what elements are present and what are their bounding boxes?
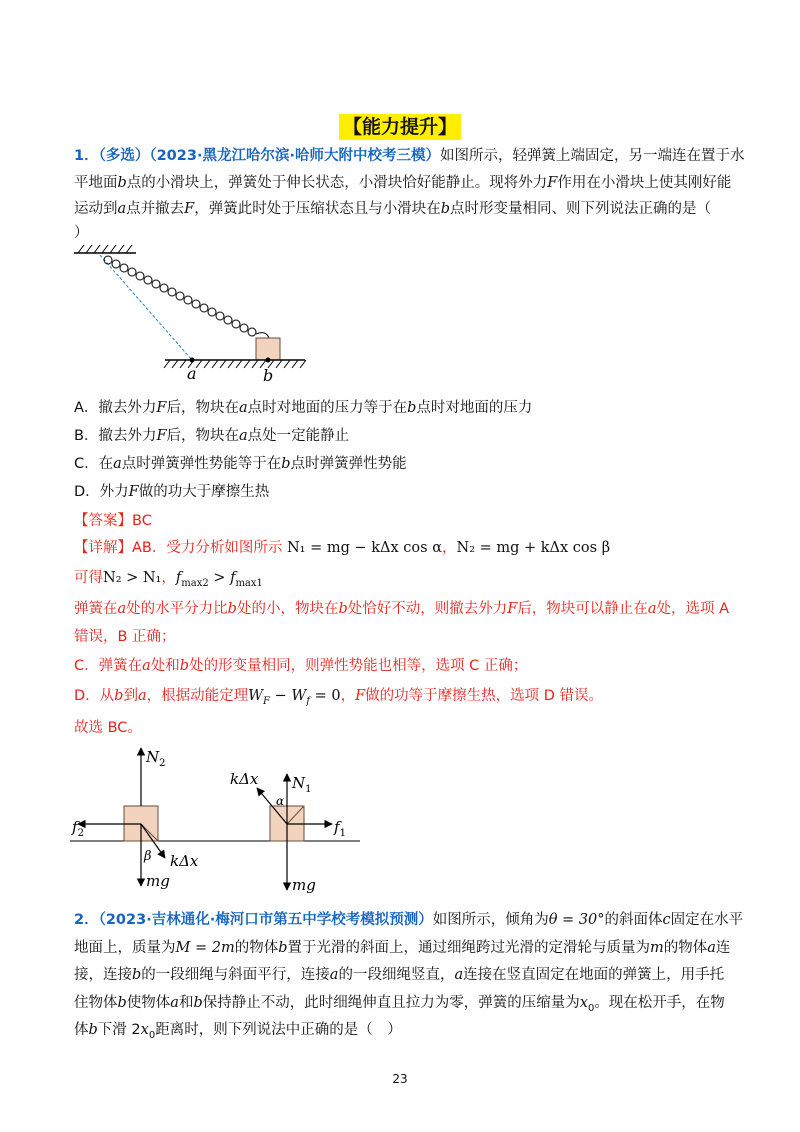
q1-detail-line2	[74, 568, 263, 594]
q2-line4-c: 和	[178, 995, 194, 1011]
q1-stem-text4: ）	[74, 225, 89, 241]
spring-icon	[104, 256, 269, 338]
label-kdx-left: kΔx	[170, 852, 199, 870]
q1-spring-figure	[70, 240, 310, 385]
q2-var-a: a	[707, 940, 716, 956]
q2-line5-b: 下滑 2	[97, 1022, 141, 1038]
q2-x0: x	[140, 1022, 149, 1038]
p3-a: D．从	[74, 688, 115, 704]
p3-eq-sub2: f	[306, 695, 310, 707]
p1-a: 弹簧在	[74, 601, 118, 617]
option-b-text1: B．撤去外力	[74, 428, 157, 444]
q1-var-b: b	[179, 658, 190, 674]
q1-var-b: b	[407, 400, 417, 416]
q1-var-F: F	[507, 601, 518, 617]
detail-eq1: N₁ = mg − kΔx cos α	[286, 540, 442, 556]
q2-line4-b: 使物体	[126, 995, 171, 1011]
q1-var-F: F	[355, 688, 366, 704]
option-d-text2: 做的功大于摩擦生热	[138, 484, 270, 500]
option-a-text4: 点时对地面的压力	[416, 400, 533, 416]
q1-var-F: F	[156, 428, 167, 444]
q2-line5-a: 体	[74, 1022, 89, 1038]
p1-f: 处，选项 A	[656, 601, 729, 617]
q2-line3-d: 连接在竖直固定在地面的弹簧上，用手托	[463, 967, 725, 983]
label-f2: $f_2$	[72, 818, 84, 839]
q1-var-b: b	[281, 456, 291, 472]
detail-label: 【详解】AB．受力分析如图所示	[74, 540, 283, 556]
option-c-text2: 点时弹簧弹性势能等于在	[121, 456, 282, 472]
q2-line3	[74, 965, 724, 985]
detail-sep: ，	[442, 540, 457, 556]
p2-a: C．弹簧在	[74, 658, 143, 674]
q2-x0-sub: 0	[148, 1029, 156, 1041]
option-a-text2: 后，物块在	[166, 400, 239, 416]
q2-number: 2．	[74, 912, 99, 928]
p3-c: ，根据动能定理	[146, 688, 249, 704]
option-c-text3: 点时弹簧弹性势能	[290, 456, 407, 472]
detail-line2-eq1: N₂ > N₁	[103, 570, 162, 586]
q1-var-F: F	[156, 400, 167, 416]
q1-stem-line1	[74, 146, 744, 166]
q2-var-a: a	[170, 995, 179, 1011]
q1-detail-line1	[74, 538, 610, 558]
option-b-text2: 后，物块在	[166, 428, 240, 444]
q1-option-b	[74, 426, 349, 446]
q1-number: 1．	[74, 148, 99, 164]
detail-line2-eq2-f: f	[175, 570, 182, 586]
q1-var-a: a	[647, 601, 657, 617]
q2-line2-a: 地面上，质量为	[74, 940, 176, 956]
q1-var-a: a	[113, 456, 122, 472]
q2-line1-d: 固定在水平	[670, 912, 744, 928]
option-a-text1: A．撤去外力	[74, 400, 157, 416]
q1-var-b: b	[440, 201, 451, 217]
q2-line4-a: 住物体	[74, 995, 118, 1011]
option-d-text1: D．外力	[74, 484, 129, 500]
q2-var-b: b	[193, 995, 203, 1011]
q1-source: （2023·黑龙江哈尔滨·哈师大附中校考三模）	[149, 148, 440, 164]
point-a-label: a	[187, 364, 197, 383]
p3-eq-W: W	[248, 688, 264, 704]
q2-line2	[74, 938, 730, 958]
point-b-label: b	[263, 366, 274, 385]
q1-stem-text3d: 点时形变量相同、则下列说法正确的是（	[450, 201, 712, 217]
q2-line1-eq: θ = 30°	[548, 912, 605, 928]
point-a-dot	[190, 358, 195, 363]
label-N1: $N_1$	[292, 774, 312, 795]
q2-line4	[74, 993, 725, 1019]
q2-line2-b: 的物体	[234, 940, 279, 956]
detail-line2-sub1: max2	[181, 577, 209, 589]
label-f1: $f_1$	[334, 818, 346, 839]
dashed-line-to-a	[100, 255, 192, 360]
q2-line5	[74, 1020, 402, 1046]
q2-line1-c: c	[662, 912, 671, 928]
q1-option-a	[74, 398, 532, 418]
q2-line4-e: 。现在松开手，在物	[594, 995, 725, 1011]
q1-detail-para1-line2: 错误，B 正确；	[74, 629, 176, 645]
option-a-text3: 点时对地面的压力等于在	[247, 400, 408, 416]
q1-stem-line2	[74, 173, 731, 193]
p3-eq-end: = 0	[309, 688, 341, 704]
q2-line3-a: 接，连接	[74, 967, 132, 983]
p1-c: 处的小，物块在	[236, 601, 339, 617]
q1-var-a: a	[239, 428, 248, 444]
q2-var-b: b	[117, 995, 127, 1011]
q1-var-b: b	[114, 688, 124, 704]
q1-detail-para3	[74, 686, 603, 712]
q1-var-a: a	[117, 601, 127, 617]
q1-stem-text3c: ，弹簧此时处于压缩状态且与小滑块在	[194, 201, 441, 217]
q1-var-a: a	[117, 201, 127, 217]
p1-b: 处的水平分力比	[126, 601, 228, 617]
q1-var-F: F	[128, 484, 139, 500]
q1-var-a: a	[137, 688, 147, 704]
p3-eq-mid: − W	[269, 688, 307, 704]
p2-c: 处的形变量相同，则弹性势能也相等，选项 C 正确；	[189, 658, 528, 674]
label-beta: β	[144, 849, 152, 864]
page-number: 23	[392, 1072, 408, 1086]
p2-b: 处和	[150, 658, 180, 674]
q2-line2-eq: M = 2m	[175, 940, 235, 956]
detail-line2-sub2: max1	[235, 577, 263, 589]
q1-var-b: b	[227, 601, 237, 617]
detail-line2-prefix: 可得	[74, 570, 103, 586]
q1-detail-para1	[74, 599, 729, 619]
label-mg-right: mg	[292, 876, 316, 894]
q1-var-F: F	[184, 201, 195, 217]
p1-d: 处恰好不动，则撤去外力	[347, 601, 508, 617]
q2-line4-d: 保持静止不动，此时细绳伸直且拉力为零，弹簧的压缩量为	[202, 995, 580, 1011]
q1-answer: 【答案】BC	[74, 513, 152, 529]
q2-line3-b: 的一段细绳与斜面平行，连接	[141, 967, 330, 983]
section-title-text: 【能力提升】	[339, 114, 461, 140]
q2-line1-b: 的斜面体	[604, 912, 663, 928]
q2-var-b: b	[132, 967, 142, 983]
option-b-text3: 点处一定能静止	[247, 428, 350, 444]
q1-detail-para2	[74, 656, 527, 676]
p3-d: ，	[340, 688, 356, 704]
q1-stem-text2b: 点的小滑块上，弹簧处于伸长状态，小滑块恰好能静止。现将外力	[126, 175, 548, 191]
label-alpha: α	[276, 794, 285, 808]
q2-line2-e: 的物体	[663, 940, 708, 956]
p3-eq-sub1: F	[263, 695, 270, 707]
q2-line1-a: 如图所示，倾角为	[432, 912, 549, 928]
detail-line2-gt: > f	[208, 570, 236, 586]
q1-stem-line3	[74, 199, 711, 219]
q2-var-a: a	[329, 967, 339, 983]
section-title	[0, 112, 800, 139]
slider-block	[256, 338, 280, 360]
ground-hatching	[164, 360, 306, 368]
q1-var-b: b	[338, 601, 348, 617]
label-kdx-right: kΔx	[230, 770, 259, 788]
q1-stem-text2c: 作用在小滑块上使其刚好能	[557, 175, 732, 191]
q1-stem-text3b: 点并撤去	[126, 201, 185, 217]
detail-eq2: N₂ = mg + kΔx cos β	[456, 540, 611, 556]
label-mg-left: mg	[146, 872, 170, 890]
q1-stem-text2a: 平地面	[74, 175, 118, 191]
p3-b: 到	[123, 688, 138, 704]
p3-e: 做的功等于摩擦生热，选项 D 错误。	[365, 688, 604, 704]
q2-line2-d: m	[650, 940, 664, 956]
q2-line1	[74, 910, 743, 930]
q1-option-c	[74, 454, 407, 474]
q2-var-a: a	[454, 967, 464, 983]
detail-line2-sep: ，	[161, 570, 176, 586]
q1-option-d	[74, 482, 269, 502]
q2-line3-c: 的一段细绳竖直，	[338, 967, 455, 983]
q1-tag: （多选）	[98, 148, 150, 164]
q2-var-b: b	[88, 1022, 98, 1038]
q2-line5-c: 距离时，则下列说法中正确的是（ ）	[155, 1022, 402, 1038]
q2-var-b: b	[278, 940, 288, 956]
label-N2: $N_2$	[146, 748, 166, 769]
q2-source: （2023·吉林通化·梅河口市第五中学校考模拟预测）	[98, 912, 433, 928]
q1-var-F: F	[547, 175, 558, 191]
q1-var-a: a	[238, 400, 248, 416]
q1-var-b: b	[117, 175, 127, 191]
q2-x0: x	[579, 995, 588, 1011]
p1-e: 后，物块可以静止在	[517, 601, 648, 617]
q2-x0-sub: 0	[587, 1002, 595, 1014]
ceiling-hatching	[78, 245, 132, 253]
q1-var-a: a	[142, 658, 151, 674]
q1-stem-text3a: 运动到	[74, 201, 118, 217]
option-c-text1: C．在	[74, 456, 114, 472]
q1-conclusion: 故选 BC。	[74, 720, 142, 736]
point-b-dot	[266, 358, 271, 363]
q1-stem-text1: 如图所示，轻弹簧上端固定，另一端连在置于水	[439, 148, 745, 164]
q2-line2-f: 连	[715, 940, 731, 956]
force-diagram	[70, 740, 370, 900]
q2-line2-c: 置于光滑的斜面上，通过细绳跨过光滑的定滑轮与质量为	[287, 940, 650, 956]
